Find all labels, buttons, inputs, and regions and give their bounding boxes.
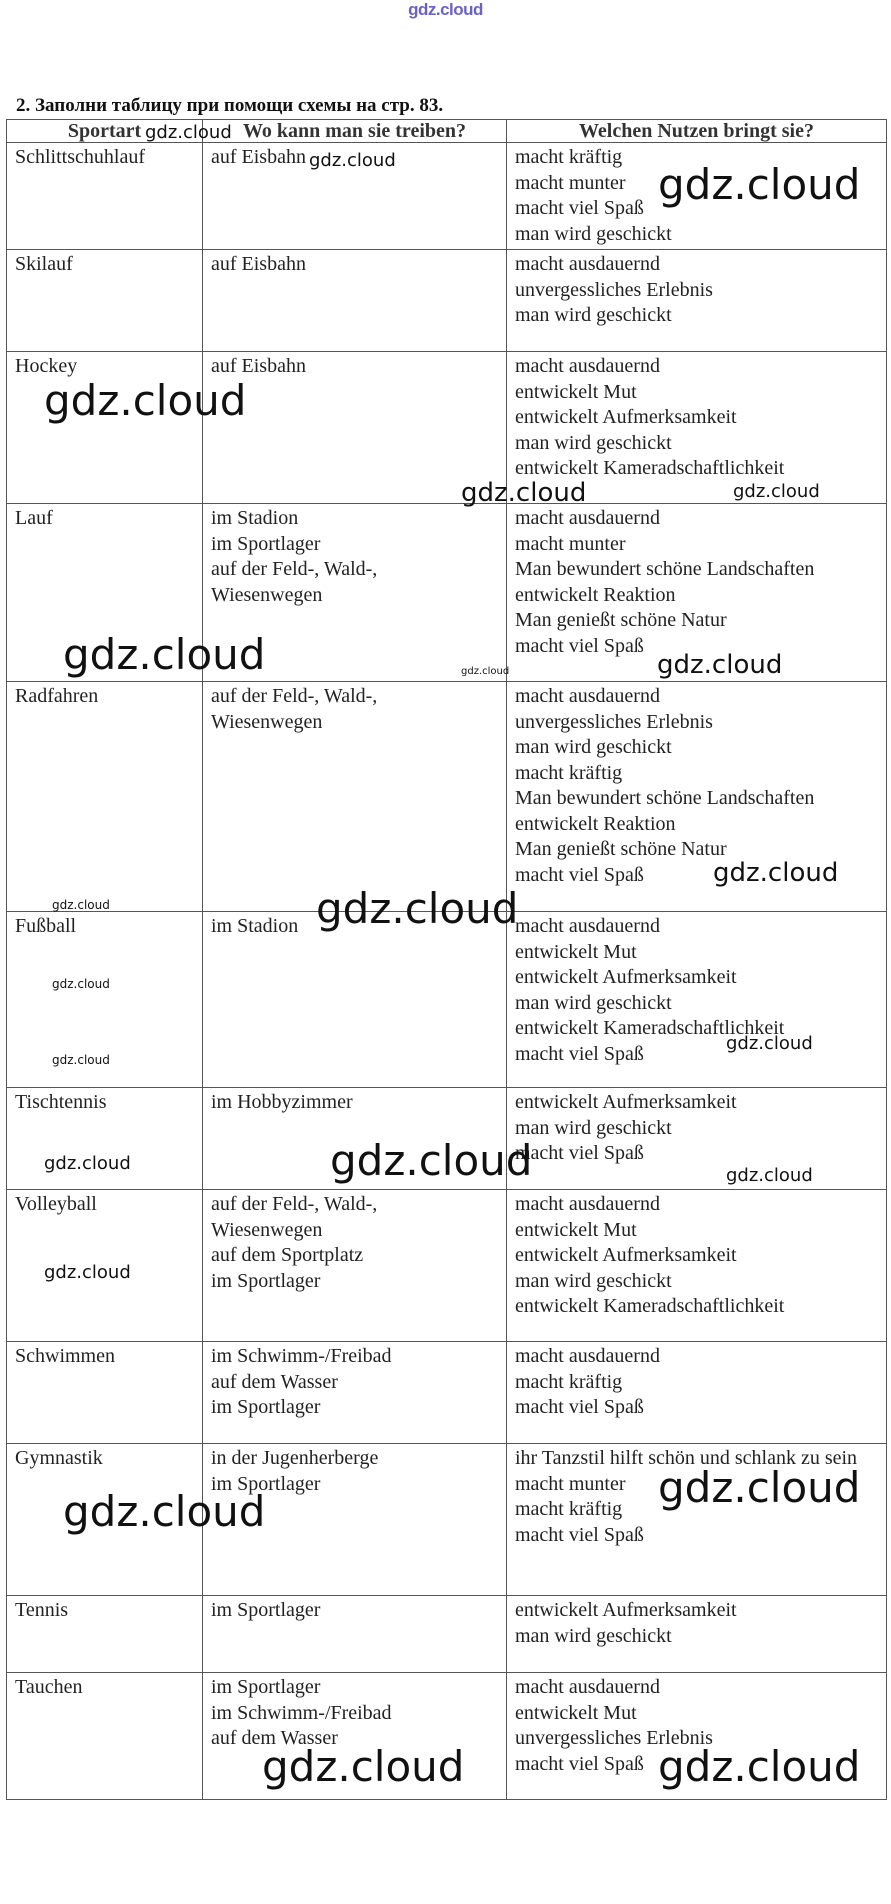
watermark: gdz.cloud	[658, 1463, 861, 1512]
task-title: 2. Заполни таблицу при помощи схемы на стр. 83.	[16, 95, 444, 116]
benefit-line: macht kräftig	[515, 1498, 623, 1520]
benefit-line: unvergessliches Erlebnis	[515, 1727, 713, 1749]
benefit-line: entwickelt Kameradschaftlichkeit	[515, 457, 785, 479]
sport-name-cell: Lauf	[7, 504, 203, 682]
benefit-line: macht ausdauernd	[515, 1676, 660, 1698]
sport-name-cell: Radfahren	[7, 682, 203, 912]
place-line: auf Eisbahn	[211, 355, 306, 377]
place-line: Wiesenwegen	[211, 710, 323, 733]
watermark: gdz.cloud	[658, 1742, 861, 1791]
place-line: im Stadion	[211, 507, 299, 529]
benefit-line: macht viel Spaß	[515, 1752, 644, 1775]
sport-name-cell: Schwimmen	[7, 1342, 203, 1444]
benefit-line: macht kräftig	[515, 146, 623, 168]
benefits-cell	[507, 504, 887, 682]
benefits-cell	[507, 1088, 887, 1190]
place-line: im Schwimm-/Freibad	[211, 1701, 392, 1724]
watermark: gdz.cloud	[658, 160, 861, 209]
place-line: im Schwimm-/Freibad	[211, 1345, 392, 1367]
benefit-line: entwickelt Aufmerksamkeit	[515, 1599, 737, 1621]
place-line: im Sportlager	[211, 1599, 321, 1621]
sport-name-cell: Tauchen	[7, 1673, 203, 1800]
sport-name-cell: Tischtennis	[7, 1088, 203, 1190]
benefit-line: macht ausdauernd	[515, 253, 660, 275]
watermark: gdz.cloud	[63, 1487, 266, 1536]
watermark: gdz.cloud	[657, 650, 783, 680]
place-line: auf der Feld-, Wald-,	[211, 1193, 378, 1215]
benefit-line: entwickelt Mut	[515, 380, 637, 403]
sport-name-cell: Volleyball	[7, 1190, 203, 1342]
benefit-line: Man bewundert schöne Landschaften	[515, 787, 815, 809]
table-row	[7, 250, 887, 352]
benefit-line: man wird geschickt	[515, 991, 672, 1014]
header-benefits: Welchen Nutzen bringt sie?	[507, 120, 887, 143]
benefit-line: entwickelt Aufmerksamkeit	[515, 1091, 737, 1113]
benefit-line: man wird geschickt	[515, 736, 672, 758]
place-line: im Stadion	[211, 915, 299, 937]
benefit-line: macht munter	[515, 171, 626, 194]
sport-name-cell: Gymnastik	[7, 1444, 203, 1596]
places-cell	[203, 250, 507, 352]
benefit-line: man wird geschickt	[515, 304, 672, 326]
table-row	[7, 682, 887, 912]
places-cell	[203, 1190, 507, 1342]
benefit-line: macht ausdauernd	[515, 355, 660, 377]
benefits-cell	[507, 352, 887, 504]
benefit-line: entwickelt Aufmerksamkeit	[515, 966, 737, 988]
benefit-line: macht kräftig	[515, 761, 623, 784]
table-row	[7, 912, 887, 1088]
place-line: im Sportlager	[211, 532, 321, 555]
table-row	[7, 504, 887, 682]
place-line: in der Jugenherberge	[211, 1447, 379, 1469]
benefit-line: Man genießt schöne Natur	[515, 838, 727, 860]
benefit-line: macht munter	[515, 1472, 626, 1495]
benefit-line: entwickelt Mut	[515, 1701, 637, 1724]
table-row	[7, 1342, 887, 1444]
benefits-cell	[507, 912, 887, 1088]
watermark: gdz.cloud	[52, 1053, 110, 1067]
benefit-line: entwickelt Reaktion	[515, 812, 676, 835]
table-row	[7, 1088, 887, 1190]
watermark: gdz.cloud	[733, 481, 820, 502]
place-line: im Sportlager	[211, 1269, 321, 1292]
places-cell	[203, 1596, 507, 1673]
benefit-line: man wird geschickt	[515, 1269, 672, 1292]
table-body	[7, 143, 887, 1800]
benefit-line: entwickelt Kameradschaftlichkeit	[515, 1295, 785, 1317]
sports-table	[6, 119, 887, 1800]
benefit-line: Man genießt schöne Natur	[515, 609, 727, 631]
watermark: gdz.cloud	[309, 150, 396, 171]
place-line: auf der Feld-, Wald-,	[211, 558, 378, 580]
watermark: gdz.cloud	[63, 630, 266, 679]
benefit-line: entwickelt Kameradschaftlichkeit	[515, 1017, 785, 1039]
watermark: gdz.cloud	[316, 884, 519, 933]
place-line: im Sportlager	[211, 1396, 321, 1418]
watermark: gdz.cloud	[44, 1262, 131, 1283]
places-cell	[203, 1342, 507, 1444]
benefit-line: entwickelt Reaktion	[515, 583, 676, 606]
watermark: gdz.cloud	[262, 1742, 465, 1791]
watermark: gdz.cloud	[52, 898, 110, 912]
sport-name-cell: Fußball	[7, 912, 203, 1088]
benefit-line: macht kräftig	[515, 1370, 623, 1393]
place-line: auf dem Wasser	[211, 1727, 338, 1749]
benefit-line: entwickelt Aufmerksamkeit	[515, 406, 737, 428]
places-cell	[203, 682, 507, 912]
place-line: Wiesenwegen	[211, 583, 323, 606]
place-line: auf dem Sportplatz	[211, 1244, 364, 1266]
benefits-cell	[507, 1342, 887, 1444]
benefits-cell	[507, 1190, 887, 1342]
place-line: auf Eisbahn	[211, 146, 306, 168]
benefit-line: man wird geschickt	[515, 1116, 672, 1139]
watermark: gdz.cloud	[330, 1136, 533, 1185]
benefits-cell	[507, 1596, 887, 1673]
watermark: gdz.cloud	[713, 858, 839, 888]
places-cell	[203, 352, 507, 504]
table-row	[7, 1444, 887, 1596]
benefit-line: man wird geschickt	[515, 1624, 672, 1647]
table-row	[7, 1190, 887, 1342]
benefit-line: macht munter	[515, 532, 626, 555]
table-row	[7, 1673, 887, 1800]
places-cell	[203, 1088, 507, 1190]
table-header-row	[7, 120, 887, 143]
place-line: auf der Feld-, Wald-,	[211, 685, 378, 707]
sport-name-cell: Skilauf	[7, 250, 203, 352]
places-cell	[203, 1444, 507, 1596]
sport-name-cell: Schlittschuhlauf	[7, 143, 203, 250]
place-line: Wiesenwegen	[211, 1218, 323, 1241]
benefits-cell	[507, 1444, 887, 1596]
benefit-line: macht viel Spaß	[515, 634, 644, 657]
benefit-line: unvergessliches Erlebnis	[515, 710, 713, 733]
benefit-line: macht viel Spaß	[515, 1523, 644, 1546]
watermark: gdz.cloud	[44, 1153, 131, 1174]
sport-name-cell: Hockey	[7, 352, 203, 504]
benefit-line: macht viel Spaß	[515, 1042, 644, 1065]
benefits-cell	[507, 682, 887, 912]
place-line: im Sportlager	[211, 1676, 321, 1698]
benefit-line: macht viel Spaß	[515, 197, 644, 219]
benefits-cell	[507, 1673, 887, 1800]
place-line: auf Eisbahn	[211, 253, 306, 275]
place-line: im Hobbyzimmer	[211, 1091, 353, 1113]
watermark: gdz.cloud	[461, 666, 510, 677]
table-row	[7, 1596, 887, 1673]
site-watermark-top: gdz.cloud	[408, 0, 483, 19]
benefit-line: macht ausdauernd	[515, 1345, 660, 1367]
places-cell	[203, 912, 507, 1088]
benefit-line: entwickelt Mut	[515, 940, 637, 963]
watermark: gdz.cloud	[52, 977, 110, 991]
benefits-cell	[507, 143, 887, 250]
header-sport: Sportart	[7, 120, 203, 143]
benefit-line: macht viel Spaß	[515, 1396, 644, 1418]
header-places: Wo kann man sie treiben?	[203, 120, 507, 143]
benefit-line: macht ausdauernd	[515, 507, 660, 529]
sport-name-cell: Tennis	[7, 1596, 203, 1673]
places-cell	[203, 143, 507, 250]
table-row	[7, 352, 887, 504]
benefit-line: ihr Tanzstil hilft schön und schlank zu sein	[515, 1447, 858, 1469]
benefit-line: macht ausdauernd	[515, 685, 660, 707]
benefit-line: macht viel Spaß	[515, 1142, 644, 1164]
benefit-line: macht ausdauernd	[515, 915, 660, 937]
benefit-line: macht viel Spaß	[515, 863, 644, 886]
watermark: gdz.cloud	[726, 1165, 813, 1186]
place-line: im Sportlager	[211, 1472, 321, 1495]
table-row	[7, 143, 887, 250]
benefit-line: macht ausdauernd	[515, 1193, 660, 1215]
benefit-line: man wird geschickt	[515, 431, 672, 454]
places-cell	[203, 1673, 507, 1800]
watermark: gdz.cloud	[145, 122, 232, 143]
place-line: auf dem Wasser	[211, 1370, 338, 1393]
watermark: gdz.cloud	[461, 478, 587, 508]
watermark: gdz.cloud	[44, 376, 247, 425]
benefit-line: Man bewundert schöne Landschaften	[515, 558, 815, 580]
places-cell	[203, 504, 510, 682]
benefit-line: man wird geschickt	[515, 222, 672, 245]
benefit-line: entwickelt Mut	[515, 1218, 637, 1241]
benefit-line: entwickelt Aufmerksamkeit	[515, 1244, 737, 1266]
watermark: gdz.cloud	[726, 1033, 813, 1054]
benefits-cell	[507, 250, 887, 352]
benefit-line: unvergessliches Erlebnis	[515, 278, 713, 301]
